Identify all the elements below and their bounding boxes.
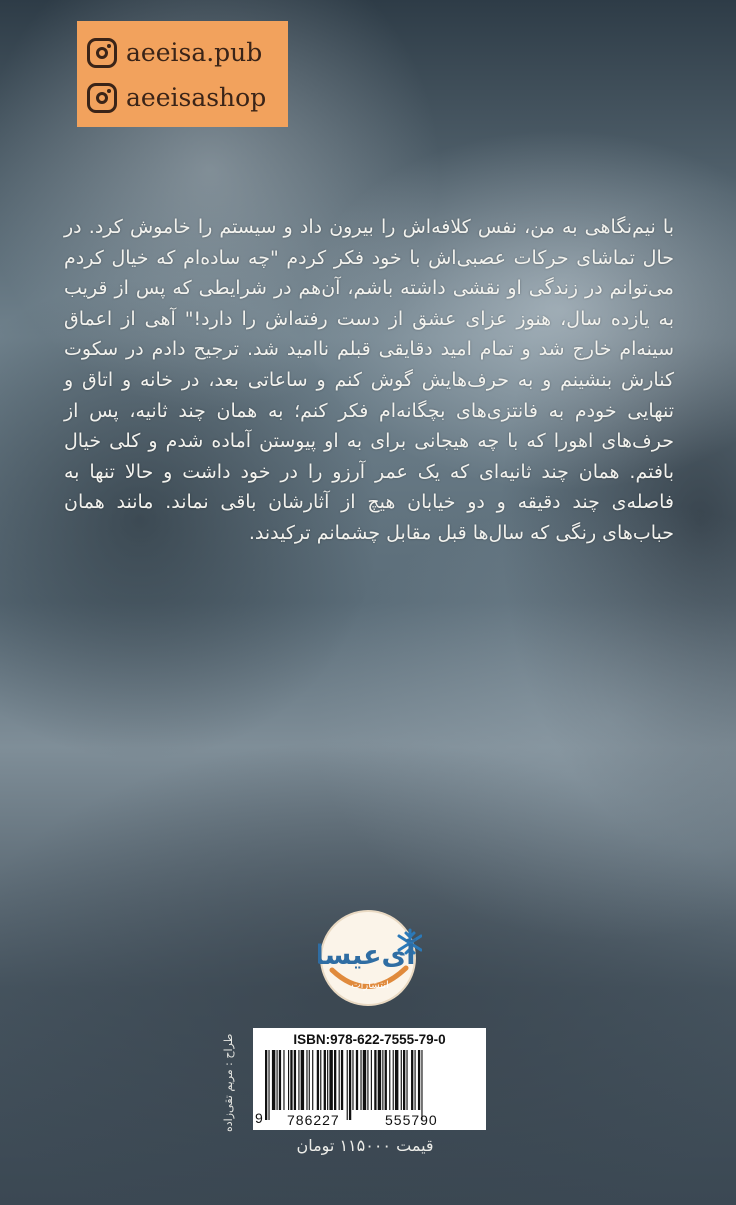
barcode-bar: [268, 1050, 269, 1120]
designer-credit: طراح : مریم تقی‌زاده: [222, 1033, 235, 1133]
barcode-bar: [294, 1050, 296, 1110]
instagram-handle-shop: aeeisashop: [126, 83, 267, 112]
barcode-bar: [403, 1050, 405, 1110]
barcode-bar: [367, 1050, 368, 1110]
barcode-bar: [418, 1050, 420, 1110]
barcode-bar: [378, 1050, 381, 1110]
ean-left-digits: 786227: [287, 1112, 340, 1128]
instagram-handle-pub: aeeisa.pub: [126, 38, 263, 67]
barcode-bar: [334, 1050, 336, 1110]
barcode-bar: [395, 1050, 398, 1110]
barcode-bar: [301, 1050, 304, 1110]
barcode-bar: [363, 1050, 366, 1110]
barcode-bar: [421, 1050, 422, 1120]
social-handle-row: [87, 75, 278, 120]
barcode-bar: [327, 1050, 328, 1110]
barcode-bar: [382, 1050, 383, 1110]
publisher-logo: [318, 906, 422, 1010]
barcode-bars: [265, 1050, 477, 1120]
barcode-bar: [401, 1050, 402, 1110]
barcode-bar: [329, 1050, 332, 1110]
barcode-bar: [347, 1050, 348, 1120]
publisher-subtitle: انتشارات: [351, 980, 389, 991]
barcode-bar: [272, 1050, 275, 1110]
barcode-bar: [283, 1050, 284, 1110]
barcode-bar: [349, 1050, 351, 1120]
barcode-bar: [298, 1050, 299, 1110]
barcode-bar: [277, 1050, 278, 1110]
barcode-bar: [374, 1050, 376, 1110]
barcode-bar: [339, 1050, 340, 1110]
barcode-bar: [356, 1050, 358, 1110]
barcode-bar: [317, 1050, 319, 1110]
barcode-bar: [415, 1050, 416, 1110]
ean-first-digit: 9: [255, 1110, 263, 1126]
publisher-wordmark: آی‌عیسا: [318, 940, 416, 971]
barcode-bar: [324, 1050, 326, 1110]
barcode-bar: [406, 1050, 407, 1110]
instagram-icon: [87, 83, 117, 113]
barcode-bar: [290, 1050, 292, 1110]
barcode-bar: [352, 1050, 353, 1110]
isbn-label: ISBN:978-622-7555-79-0: [293, 1032, 446, 1047]
barcode-bar: [309, 1050, 310, 1110]
price-label: قیمت ۱۱۵۰۰۰ تومان: [296, 1136, 434, 1155]
instagram-icon: [87, 38, 117, 68]
barcode-bar: [411, 1050, 413, 1110]
isbn-barcode: [253, 1028, 486, 1130]
social-media-box: [77, 21, 288, 127]
publisher-logo-graphic: [318, 906, 422, 1010]
barcode-bar: [312, 1050, 313, 1110]
barcode-bar: [320, 1050, 321, 1110]
barcode-bar: [265, 1050, 267, 1120]
ean-right-digits: 555790: [385, 1112, 438, 1128]
barcode-bar: [385, 1050, 387, 1110]
barcode-bar: [389, 1050, 390, 1110]
barcode-bar: [341, 1050, 343, 1110]
back-cover-blurb: با نیم‌نگاهی به من، نفس کلافه‌اش را بیرون داد و سیستم را خاموش کرد. در حال تماشای حرکات عصبی‌اش با خود فکر کردم "چه ساده‌ام که خیال کردم می‌توانم در زندگی او نقشی داشته باشم، آن‌هم در شرایطی که پس از قریب به یازده سال، هنوز عزای عشق از دست رفته‌اش را دارد!" آهی از اعماق سینه‌ام خارج شد و تمام امید دقایقی قبلم ناامید شد. ترجیح دادم در سکوت کنارش بنشینم و به حرف‌هایش گوش کنم و ساعاتی بعد، در خانه و اتاق و تنهایی خودم به فانتزی‌های بچگانه‌ام فکر کنم؛ به همان چند ثانیه، پس از حرف‌های اهورا که با چه هیجانی برای به او پیوستن آماده شدم و کلی خیال بافتم. همان چند ثانیه‌ای که یک عمر آرزو را در خود داشت و حالا تنها به فاصله‌ی چند دقیقه و دو خیابان هیچ از آثارشان باقی نماند. مانند همان حباب‌های رنگی که سال‌ها قبل مقابل چشمانم ترکیدند.: [64, 216, 674, 544]
social-handle-row: [87, 30, 278, 75]
barcode-bar: [279, 1050, 281, 1110]
barcode-bar: [288, 1050, 289, 1110]
barcode-bar: [371, 1050, 372, 1110]
barcode-bar: [360, 1050, 361, 1110]
barcode-bar: [306, 1050, 307, 1110]
barcode-bar: [393, 1050, 394, 1110]
